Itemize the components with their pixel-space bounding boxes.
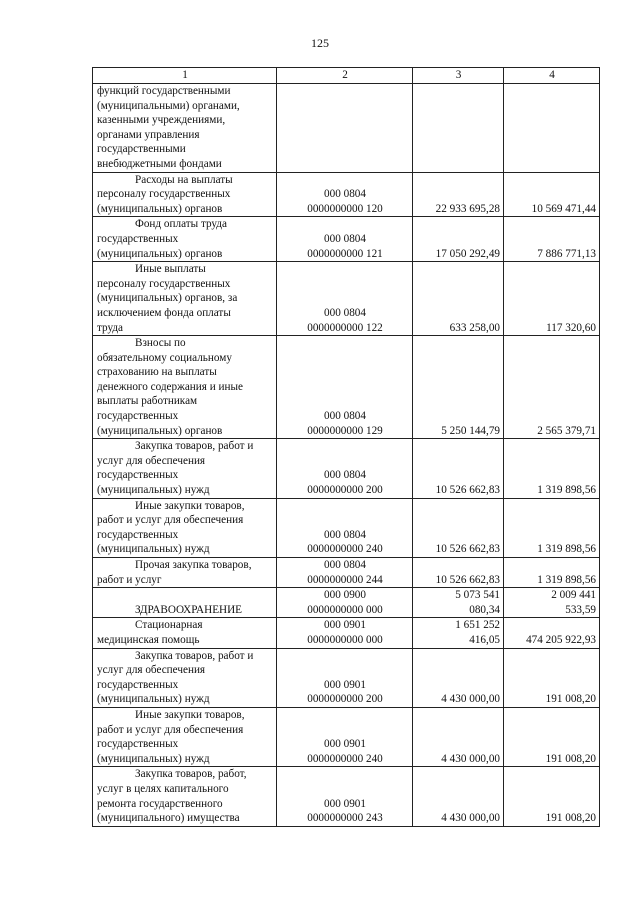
amount-col3-cell (413, 618, 504, 648)
budget-code-cell (277, 707, 413, 766)
cell-text-line: 416,05 (469, 633, 500, 646)
table-row (93, 262, 600, 336)
cell-text-line: Стационарная (135, 619, 203, 632)
table-row (93, 558, 600, 588)
item-name-cell (93, 498, 277, 557)
cell-text-line: (муниципальных) органов (97, 247, 223, 260)
cell-text-line: 10 526 662,83 (435, 543, 500, 556)
cell-text-line: государственных (97, 232, 179, 245)
cell-text-line: 0000000000 122 (307, 321, 383, 334)
cell-text-line: денежного содержания и иные (97, 380, 243, 393)
cell-text-line: труда (97, 321, 124, 334)
cell-text-line: 000 0804 (324, 559, 366, 571)
amount-col3-cell (413, 588, 504, 618)
amount-col4-cell (504, 172, 600, 217)
budget-code-cell (277, 618, 413, 648)
item-name-cell (93, 707, 277, 766)
cell-text-line: (муниципальных) органов (97, 202, 223, 215)
cell-text-line: 191 008,20 (545, 693, 596, 706)
cell-text-line: исключением фонда оплаты (97, 306, 231, 319)
cell-text-line: внебюджетными фондами (97, 157, 222, 170)
cell-text-line: выплаты работникам (97, 395, 198, 408)
cell-text-line: ЗДРАВООХРАНЕНИЕ (135, 603, 243, 616)
cell-text-line: 5 073 541 (455, 589, 500, 602)
budget-code-cell (277, 217, 413, 262)
cell-text-line: ремонта государственного (97, 797, 223, 810)
cell-text-line: 0000000000 120 (307, 202, 383, 215)
cell-text-line: 7 886 771,13 (537, 247, 596, 260)
table-row (93, 336, 600, 439)
item-name-cell (93, 618, 277, 648)
table-row (93, 588, 600, 618)
cell-text-line: 080,34 (469, 603, 500, 616)
cell-text-line: 000 0901 (324, 797, 366, 810)
budget-code-cell (277, 648, 413, 707)
cell-text-line: 000 0804 (324, 232, 366, 245)
item-name-cell (93, 588, 277, 618)
cell-text-line: работ и услуг (97, 573, 162, 586)
cell-text-line: органами управления (97, 128, 200, 141)
column-header-row (93, 68, 600, 84)
cell-text-line: 191 008,20 (545, 752, 596, 765)
cell-text-line: 000 0804 (324, 188, 366, 201)
cell-text-line: Иные выплаты (135, 263, 206, 276)
amount-col4-cell (504, 336, 600, 439)
cell-text-line: (муниципальными) органами, (97, 99, 240, 112)
cell-text-line: (муниципального) имущества (97, 812, 240, 825)
cell-text-line: Иные закупки товаров, (135, 708, 245, 721)
cell-text-line: 0000000000 000 (307, 603, 383, 616)
amount-col3-cell (413, 336, 504, 439)
amount-col3-cell (413, 707, 504, 766)
budget-code-cell (277, 84, 413, 173)
amount-col3-cell (413, 767, 504, 826)
cell-text-line: персоналу государственных (97, 277, 231, 290)
budget-code-cell (277, 498, 413, 557)
cell-text-line: 000 0900 (324, 589, 366, 602)
item-name-cell (93, 558, 277, 588)
item-name-cell (93, 262, 277, 336)
budget-code-cell (277, 439, 413, 498)
cell-text-line: 10 569 471,44 (531, 202, 596, 215)
column-header: 1 (93, 68, 277, 84)
table-row (93, 84, 600, 173)
cell-text-line: (муниципальных) нужд (97, 484, 210, 497)
table-row (93, 498, 600, 557)
cell-text-line: 4 430 000,00 (441, 693, 500, 706)
amount-col3-cell (413, 439, 504, 498)
column-header: 4 (504, 68, 600, 84)
cell-text-line: услуг в целях капитального (97, 782, 229, 795)
cell-text-line: медицинская помощь (97, 633, 200, 646)
cell-text-line: 000 0804 (324, 469, 366, 482)
amount-col4-cell (504, 588, 600, 618)
cell-text-line: функций государственными (97, 85, 231, 97)
budget-table-body (93, 68, 600, 827)
cell-text-line: 10 526 662,83 (435, 573, 500, 586)
cell-text-line: 0000000000 240 (307, 543, 383, 556)
cell-text-line: казенными учреждениями, (97, 114, 226, 127)
cell-text-line: Расходы на выплаты (135, 173, 233, 186)
cell-text-line: 0000000000 243 (307, 812, 383, 825)
cell-text-line: государственных (97, 528, 179, 541)
item-name-cell (93, 172, 277, 217)
item-name-cell (93, 336, 277, 439)
amount-col4-cell (504, 217, 600, 262)
cell-text-line: 5 250 144,79 (441, 424, 500, 437)
cell-text-line: государственных (97, 410, 179, 423)
table-row (93, 648, 600, 707)
column-header: 3 (413, 68, 504, 84)
amount-col4-cell (504, 498, 600, 557)
cell-text-line: государственных (97, 738, 179, 751)
cell-text-line: Взносы по (135, 337, 186, 350)
budget-code-cell (277, 767, 413, 826)
cell-text-line: Закупка товаров, работ, (135, 768, 247, 781)
cell-text-line: 0000000000 000 (307, 633, 383, 646)
amount-col4-cell (504, 618, 600, 648)
cell-text-line: Иные закупки товаров, (135, 499, 245, 512)
cell-text-line: 22 933 695,28 (435, 202, 500, 215)
amount-col4-cell (504, 262, 600, 336)
cell-text-line: (муниципальных) нужд (97, 693, 210, 706)
budget-table (92, 67, 600, 827)
cell-text-line: 0000000000 200 (307, 484, 383, 497)
cell-text-line: 0000000000 121 (307, 247, 383, 260)
cell-text-line: Закупка товаров, работ и (135, 440, 254, 453)
cell-text-line: 0000000000 200 (307, 693, 383, 706)
item-name-cell (93, 439, 277, 498)
cell-text-line: 474 205 922,93 (526, 633, 596, 646)
cell-text-line: Закупка товаров, работ и (135, 649, 254, 662)
amount-col4-cell (504, 439, 600, 498)
amount-col4-cell (504, 707, 600, 766)
cell-text-line: 0000000000 240 (307, 752, 383, 765)
cell-text-line: (муниципальных) органов, за (97, 292, 238, 305)
cell-text-line: 191 008,20 (545, 812, 596, 825)
cell-text-line: работ и услуг для обеспечения (97, 723, 244, 736)
table-row (93, 439, 600, 498)
amount-col3-cell (413, 648, 504, 707)
cell-text-line: 000 0901 (324, 619, 366, 632)
table-row (93, 767, 600, 826)
cell-text-line: персоналу государственных (97, 188, 231, 201)
cell-text-line: 117 320,60 (546, 321, 596, 334)
table-row (93, 217, 600, 262)
amount-col3-cell (413, 558, 504, 588)
amount-col4-cell (504, 648, 600, 707)
table-row (93, 172, 600, 217)
cell-text-line: (муниципальных) нужд (97, 752, 210, 765)
amount-col3-cell (413, 262, 504, 336)
item-name-cell (93, 648, 277, 707)
cell-text-line: работ и услуг для обеспечения (97, 514, 244, 527)
cell-text-line: 2 565 379,71 (537, 424, 596, 437)
cell-text-line: 1 319 898,56 (537, 484, 596, 497)
amount-col4-cell (504, 558, 600, 588)
cell-text-line: 633 258,00 (449, 321, 500, 334)
cell-text-line: (муниципальных) нужд (97, 543, 210, 556)
amount-col4-cell (504, 767, 600, 826)
cell-text-line: 1 319 898,56 (537, 543, 596, 556)
table-row (93, 707, 600, 766)
cell-text-line: 1 319 898,56 (537, 573, 596, 586)
cell-text-line: обязательному социальному (97, 351, 232, 364)
page-number: 125 (311, 36, 329, 50)
budget-code-cell (277, 558, 413, 588)
cell-text-line: (муниципальных) органов (97, 424, 223, 437)
item-name-cell (93, 84, 277, 173)
cell-text-line: 000 0901 (324, 738, 366, 751)
cell-text-line: 10 526 662,83 (435, 484, 500, 497)
amount-col3-cell (413, 172, 504, 217)
cell-text-line: 000 0804 (324, 410, 366, 423)
cell-text-line: 17 050 292,49 (435, 247, 500, 260)
budget-code-cell (277, 336, 413, 439)
table-row (93, 618, 600, 648)
cell-text-line: 4 430 000,00 (441, 812, 500, 825)
cell-text-line: 000 0804 (324, 528, 366, 541)
cell-text-line: 000 0901 (324, 678, 366, 691)
cell-text-line: государственными (97, 143, 186, 156)
cell-text-line: государственных (97, 678, 179, 691)
budget-code-cell (277, 172, 413, 217)
amount-col4-cell (504, 84, 600, 173)
amount-col3-cell (413, 84, 504, 173)
cell-text-line: 4 430 000,00 (441, 752, 500, 765)
item-name-cell (93, 217, 277, 262)
cell-text-line: 533,59 (565, 603, 596, 616)
cell-text-line: услуг для обеспечения (97, 664, 206, 677)
cell-text-line: 000 0804 (324, 306, 366, 319)
cell-text-line: Фонд оплаты труда (135, 218, 227, 231)
cell-text-line: 2 009 441 (551, 589, 596, 602)
budget-code-cell (277, 262, 413, 336)
budget-code-cell (277, 588, 413, 618)
cell-text-line: услуг для обеспечения (97, 454, 206, 467)
cell-text-line: 0000000000 129 (307, 424, 383, 437)
cell-text-line: 0000000000 244 (307, 573, 383, 586)
column-header: 2 (277, 68, 413, 84)
cell-text-line: Прочая закупка товаров, (135, 559, 252, 571)
amount-col3-cell (413, 217, 504, 262)
amount-col3-cell (413, 498, 504, 557)
cell-text-line: государственных (97, 469, 179, 482)
cell-text-line: страхованию на выплаты (97, 366, 217, 379)
item-name-cell (93, 767, 277, 826)
cell-text-line: 1 651 252 (455, 619, 500, 632)
